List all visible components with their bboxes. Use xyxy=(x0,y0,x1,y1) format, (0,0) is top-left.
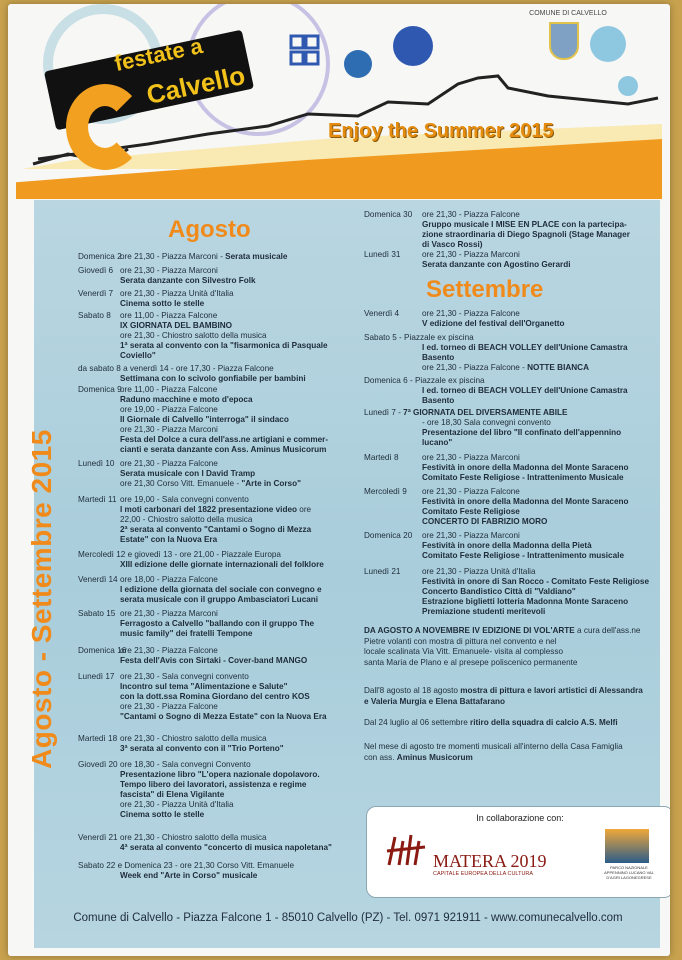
event-details: ore 21,30 - Piazza Unità d'Italia Festività in onore di San Rocco - Comitato Feste Religiose Concerto Bandistico Città di "Valdiano" Estrazione biglietti lotteria Madonna Monte Saraceno Premiazione studenti meritevoli xyxy=(422,567,650,616)
event-details: ore 19,00 - Sala convegni convento I moti carbonari del 1822 presentazione video ore 22,00 - Chiostro salotto della musica 2ª serata al convento "Cantami o Sogno di Mezza Estate" con la Nuova Era xyxy=(120,495,312,544)
event-details: XIII edizione delle giornate internazionali del folklore xyxy=(120,560,324,569)
event-date: Venerdì 21 xyxy=(78,833,118,842)
event-details: Settimana con lo scivolo gonfiabile per bambini xyxy=(120,374,306,383)
event-details: ore 18,00 - Piazza Falcone I edizione della giornata del sociale con convegno e serata musicale con il gruppo Ambasciatori Lucani xyxy=(120,575,322,604)
event-details: ore 11,00 - Piazza Falcone Raduno macchine e moto d'epoca ore 19,00 - Piazza Falcone Il Giornale di Calvello "interroga" il sindaco ore 21,30 - Piazza Marconi Festa del Dolce a cura dell'ass.ne artigiani e commer- cianti e serata danzante con Ass. Aminus Musicorum xyxy=(120,385,329,454)
event-date: Domenica 20 xyxy=(364,531,413,540)
event-date: Giovedì 6 xyxy=(78,266,114,275)
matera-subtitle: CAPITALE EUROPEA DELLA CULTURA xyxy=(433,871,534,877)
event-details: ore 21,30 - Chiostro salotto della musica 3ª serata al convento con il "Trio Porteno" xyxy=(120,734,284,753)
logo-line1: festate a xyxy=(112,33,205,77)
event-date: Lunedì 21 xyxy=(364,567,401,576)
event-date: Sabato 8 xyxy=(78,311,111,320)
event-date: Venerdì 4 xyxy=(364,309,400,318)
month-title-settembre: Settembre xyxy=(426,276,544,303)
event-details: ore 21,30 - Piazza Marconi Serata danzante con Silvestro Folk xyxy=(120,266,256,285)
event-details: ore 21,30 - Piazza Marconi Festività in onore della Madonna della Pietà Comitato Feste Religiose - Intrattenimento musicale xyxy=(422,531,624,560)
slogan: Enjoy the Summer 2015 xyxy=(328,120,554,142)
event-details: ore 21,30 - Piazza Marconi Serata danzante con Agostino Gerardi xyxy=(422,250,571,269)
event-details: ore 21,30 - Piazza Falcone Festa dell'Avis con Sirtaki - Cover-band MANGO xyxy=(120,646,308,665)
event-date: Sabato 22 e Domenica 23 - ore 21,30 Corso Vitt. Emanuele xyxy=(78,861,295,870)
month-title-agosto: Agosto xyxy=(168,216,251,243)
event-date: Domenica 16 xyxy=(78,646,127,655)
event-date: Domenica 30 xyxy=(364,210,413,219)
event-details: I ed. torneo di BEACH VOLLEY dell'Unione Camastra Basento xyxy=(422,386,628,405)
event-date: Giovedì 20 xyxy=(78,760,118,769)
event-details: ore 21,30 - Piazza Unità d'Italia Cinema sotto le stelle xyxy=(120,289,234,308)
event-date: Sabato 15 xyxy=(78,609,116,618)
event-details: I ed. torneo di BEACH VOLLEY dell'Unione Camastra Basento ore 21,30 - Piazza Falcone - NOTTE BIANCA xyxy=(422,343,628,372)
matera-logo-icon xyxy=(385,831,429,871)
collab-title: In collaborazione con: xyxy=(476,813,564,823)
event-date: da sabato 8 a venerdì 14 - ore 17,30 - Piazza Falcone xyxy=(78,364,274,373)
logo-c-shape xyxy=(66,84,144,170)
town-crest-icon xyxy=(549,22,579,60)
event-date: Venerdì 14 xyxy=(78,575,118,584)
event-date: Sabato 5 - Piazzale ex piscina xyxy=(364,333,474,342)
note-item: Dall'8 agosto al 18 agosto mostra di pittura e lavori artistici di Alessandra e Valeria Murgia e Elena Battafarano xyxy=(364,686,643,706)
event-date: Domenica 2 xyxy=(78,252,122,261)
event-details: ore 11,00 - Piazza Falcone IX GIORNATA DEL BAMBINO ore 21,30 - Chiostro salotto della musica 1ª serata al convento con la "fisarmonica di Pasquale Coviello" xyxy=(120,311,328,360)
logo-line2: Calvello xyxy=(143,59,248,111)
footer-contacts: Comune di Calvello - Piazza Falcone 1 - 85010 Calvello (PZ) - Tel. 0971 921911 - www.comunecalvello.com xyxy=(73,912,623,924)
event-date: Martedì 8 xyxy=(364,453,399,462)
festival-logo xyxy=(48,24,248,144)
event-date: Mercoledì 12 e giovedì 13 - ore 21,00 - Piazzale Europa xyxy=(78,550,281,559)
event-details: ore 21,30 - Piazza Falcone Serata musicale con I David Tramp ore 21,30 Corso Vitt. Emanuele - "Arte in Corso" xyxy=(120,459,301,488)
note-item: DA AGOSTO A NOVEMBRE IV EDIZIONE DI VOL'ARTE a cura dell'ass.ne Pietre volanti con mostra di pittura nel convento e nel locale scalinata Via Vitt. Emanuele- visita al complesso santa Maria de Plano e al presepe polisceniсo permanente xyxy=(364,626,641,667)
event-date: Lunedì 31 xyxy=(364,250,401,259)
note-item: Nel mese di agosto tre momenti musicali all'interno della Casa Famiglia con ass. Aminus Musicorum xyxy=(364,742,623,762)
event-date: Venerdì 7 xyxy=(78,289,114,298)
crest-label: COMUNE DI CALVELLO xyxy=(529,10,607,17)
event-date: Martedì 11 xyxy=(78,495,117,504)
matera-name: MATERA 2019 xyxy=(433,851,547,871)
side-title: Agosto - Settembre 2015 xyxy=(26,429,57,769)
event-date: Mercoledì 9 xyxy=(364,487,407,496)
event-date: Domenica 6 - Piazzale ex piscina xyxy=(364,376,485,385)
event-details: ore 21,30 - Piazza Marconi Ferragosto a Calvello "ballando con il gruppo The music family" dei fratelli Tempone xyxy=(120,609,315,638)
event-details: ore 21,30 - Piazza Falcone V edizione del festival dell'Organetto xyxy=(422,309,565,328)
event-date: Lunedì 17 xyxy=(78,672,115,681)
park-logo-icon xyxy=(605,829,649,863)
event-details: ore 21,30 - Sala convegni convento Incontro sul tema "Alimentazione e Salute" con la dott.ssa Romina Giordano del centro KOS ore 21,30 - Piazza Falcone "Cantami o Sogno di Mezza Estate" con la Nuova Era xyxy=(120,672,327,721)
event-date: Lunedì 10 xyxy=(78,459,115,468)
event-details: Week end "Arte in Corso" musicale xyxy=(120,871,258,880)
event-details: ore 18,30 - Sala convegni Convento Presentazione libro "L'opera nazionale dopolavoro. Tempo libero dei lavoratori, assistenza e regime fascista" di Elena Vigilante ore 21,30 - Piazza Unità d'Italia Cinema sotto le stelle xyxy=(120,760,320,819)
event-details: ore 21,30 - Chiostro salotto della musica 4ª serata al convento "concerto di musica napoletana" xyxy=(120,833,332,852)
event-date: Domenica 9 xyxy=(78,385,122,394)
event-details: - ore 18,30 Sala convegni convento Presentazione del libro "Il confinato dell'appennino lucano" xyxy=(422,418,622,447)
event-date: Lunedì 7 - 7ª GIORNATA DEL DIVERSAMENTE ABILE xyxy=(364,408,568,417)
event-details: ore 21,30 - Piazza Falcone Gruppo musicale I MISE EN PLACE con la partecipa- zione straordinaria di Diego Spagnoli (Stage Manager di Vasco Rossi) xyxy=(422,210,630,249)
event-details: ore 21,30 - Piazza Falcone Festività in onore della Madonna del Monte Saraceno Comitato Feste Religiose CONCERTO DI FABRIZIO MORO xyxy=(422,487,629,526)
event-details: ore 21,30 - Piazza Marconi - Serata musicale xyxy=(120,252,288,261)
header-artwork xyxy=(8,4,670,219)
event-details: ore 21,30 - Piazza Marconi Festività in onore della Madonna del Monte Saraceno Comitato Feste Religiose - Intrattenimento Musicale xyxy=(422,453,629,482)
poster xyxy=(8,4,670,956)
event-date: Martedì 18 xyxy=(78,734,118,743)
park-name: PARCO NAZIONALE APPENNINO LUCANO VAL D'AGRI LAGONEGRESE xyxy=(604,865,654,880)
collaboration-box xyxy=(366,806,670,898)
note-item: Dal 24 luglio al 06 settembre ritiro della squadra di calcio A.S. Melfi xyxy=(364,718,618,727)
